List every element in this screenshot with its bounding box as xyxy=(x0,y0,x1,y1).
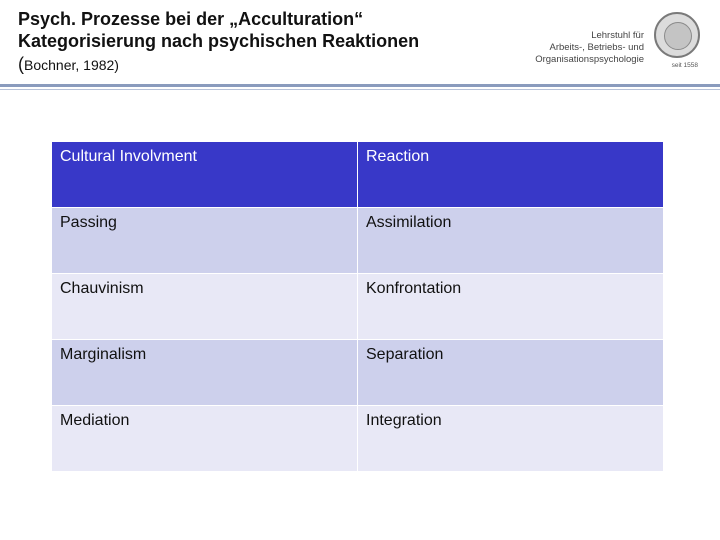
logo-line-3: Organisationspsychologie xyxy=(535,54,644,65)
table-cell: Integration xyxy=(358,406,664,472)
table-cell: Assimilation xyxy=(358,208,664,274)
table-cell: Mediation xyxy=(52,406,358,472)
chair-logo xyxy=(535,10,710,72)
title-line-2: Kategorisierung nach psychischen Reaktionen xyxy=(18,31,420,51)
slide-title xyxy=(18,8,518,77)
header-reaction: Reaction xyxy=(358,142,664,208)
logo-text xyxy=(535,30,644,66)
title-line-1: Psych. Prozesse bei der „Acculturation“ xyxy=(18,9,364,29)
table-header-row xyxy=(52,142,664,208)
table-row xyxy=(52,406,664,472)
table-cell: Marginalism xyxy=(52,340,358,406)
seal-since-label: seit 1558 xyxy=(671,62,698,69)
table-cell: Separation xyxy=(358,340,664,406)
citation xyxy=(18,52,518,77)
seal-inner xyxy=(664,22,692,50)
header-cultural-involvement: Cultural Involvment xyxy=(52,142,358,208)
table-row xyxy=(52,208,664,274)
table-cell: Passing xyxy=(52,208,358,274)
table-row xyxy=(52,340,664,406)
acculturation-table xyxy=(51,141,664,472)
table-cell: Chauvinism xyxy=(52,274,358,340)
table-cell: Konfrontation xyxy=(358,274,664,340)
logo-line-1: Lehrstuhl für xyxy=(591,30,644,41)
header-rule-thin xyxy=(0,89,720,90)
table-row xyxy=(52,274,664,340)
logo-line-2: Arbeits-, Betriebs- und xyxy=(549,42,644,53)
university-seal-icon xyxy=(654,12,700,58)
header-rule xyxy=(0,84,720,87)
citation-text: Bochner, 1982) xyxy=(24,57,119,73)
citation-paren: ( xyxy=(18,54,24,74)
